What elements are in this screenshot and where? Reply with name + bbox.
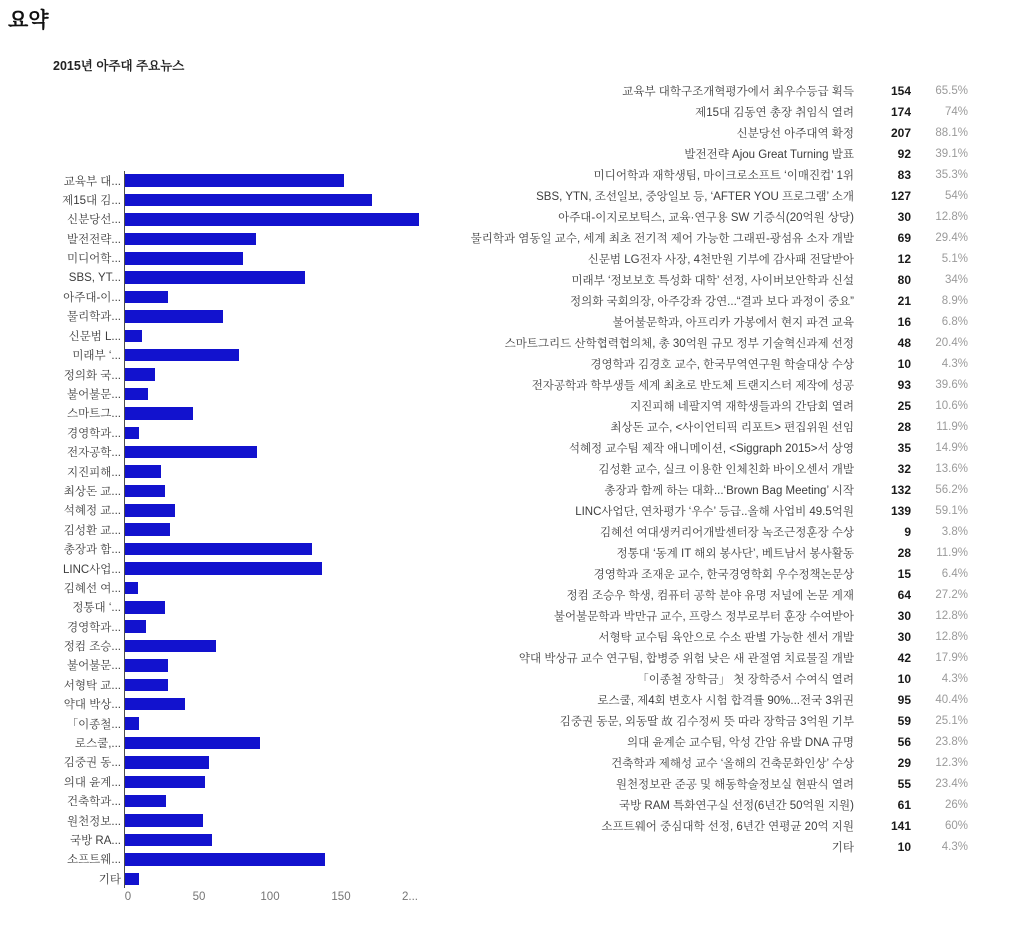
bar[interactable] xyxy=(125,698,185,711)
news-title: 아주대-이지로보틱스, 교육·연구용 SW 기증식(20억원 상당) xyxy=(558,211,854,224)
y-axis-label: 신문범 L... xyxy=(68,330,121,343)
news-title: SBS, YTN, 조선일보, 중앙일보 등, ‘AFTER YOU 프로그램’ 소개 xyxy=(536,190,854,203)
news-percent: 39.6% xyxy=(935,378,968,391)
bar[interactable] xyxy=(125,194,372,207)
bar[interactable] xyxy=(125,717,139,730)
news-count: 10 xyxy=(897,356,911,371)
list-item xyxy=(370,521,968,542)
news-count: 132 xyxy=(890,482,911,497)
news-title: 신분당선 아주대역 확정 xyxy=(736,127,854,140)
bar[interactable] xyxy=(125,640,216,653)
news-percent: 34% xyxy=(944,273,968,286)
news-percent: 23.4% xyxy=(935,777,968,790)
bar[interactable] xyxy=(125,582,138,595)
bar[interactable] xyxy=(125,427,139,440)
bar[interactable] xyxy=(125,388,148,401)
news-title: LINC사업단, 연차평가 ‘우수’ 등급..올해 사업비 49.5억원 xyxy=(575,505,854,518)
news-count: 69 xyxy=(897,230,911,245)
news-count: 174 xyxy=(890,104,911,119)
list-item xyxy=(370,689,968,710)
list-item xyxy=(370,563,968,584)
y-axis-label: 국방 RA... xyxy=(70,834,121,847)
y-axis-label: 제15대 김... xyxy=(62,195,121,208)
bar[interactable] xyxy=(125,485,165,498)
y-axis-label: 경영학과... xyxy=(66,427,121,440)
news-percent: 88.1% xyxy=(935,126,968,139)
list-item xyxy=(370,143,968,164)
news-count: 95 xyxy=(897,692,911,707)
bar[interactable] xyxy=(125,504,175,517)
bar[interactable] xyxy=(125,310,223,323)
news-count: 64 xyxy=(897,587,911,602)
news-count: 207 xyxy=(890,125,911,140)
bar[interactable] xyxy=(125,523,170,536)
y-axis-label: 김중권 동... xyxy=(63,757,121,770)
y-axis-label: 물리학과... xyxy=(66,311,121,324)
news-percent: 29.4% xyxy=(935,231,968,244)
news-count: 154 xyxy=(890,83,911,98)
list-item xyxy=(370,794,968,815)
news-title: 김혜선 여대생커리어개발센터장 녹조근정훈장 수상 xyxy=(600,526,854,539)
news-percent: 59.1% xyxy=(935,504,968,517)
news-title: 스마트그리드 산학협력협의체, 총 30억원 규모 정부 기술혁신과제 선정 xyxy=(504,337,854,350)
y-axis-label: 의대 윤계... xyxy=(63,776,121,789)
bar[interactable] xyxy=(125,853,325,866)
news-count: 92 xyxy=(897,146,911,161)
news-percent: 8.9% xyxy=(941,294,968,307)
y-axis-label: 김혜선 여... xyxy=(63,582,121,595)
news-title: 약대 박상규 교수 연구팀, 합병증 위험 낮은 새 관절염 치료물질 개발 xyxy=(518,652,854,665)
news-count: 42 xyxy=(897,650,911,665)
list-item xyxy=(370,731,968,752)
news-count: 32 xyxy=(897,461,911,476)
news-count: 10 xyxy=(897,839,911,854)
news-percent: 14.9% xyxy=(935,441,968,454)
news-percent: 20.4% xyxy=(935,336,968,349)
news-percent: 60% xyxy=(944,819,968,832)
news-percent: 65.5% xyxy=(935,84,968,97)
news-percent: 5.1% xyxy=(941,252,968,265)
list-item xyxy=(370,164,968,185)
news-title: 발전전략 Ajou Great Turning 발표 xyxy=(684,148,854,161)
news-title: 최상돈 교수, <사이언티픽 리포트> 편집위원 선임 xyxy=(610,421,854,434)
list-item xyxy=(370,500,968,521)
news-title: 총장과 함께 하는 대화...‘Brown Bag Meeting’ 시작 xyxy=(604,484,854,497)
y-axis-label: 신분당선... xyxy=(66,214,121,227)
news-title: 제15대 김동연 총장 취임식 열려 xyxy=(695,106,854,119)
news-percent: 17.9% xyxy=(935,651,968,664)
list-item xyxy=(370,815,968,836)
list-item xyxy=(370,269,968,290)
news-title: 건축학과 제해성 교수 ‘올해의 건축문화인상’ 수상 xyxy=(611,757,854,770)
list-item xyxy=(370,437,968,458)
list-item xyxy=(370,332,968,353)
y-axis-label: 김성환 교... xyxy=(63,524,121,537)
news-percent: 54% xyxy=(944,189,968,202)
bar[interactable] xyxy=(125,620,146,633)
list-item xyxy=(370,122,968,143)
list-item xyxy=(370,311,968,332)
news-count: 30 xyxy=(897,608,911,623)
y-axis-label: 소프트웨... xyxy=(66,854,121,867)
x-tick-label: 150 xyxy=(331,891,351,903)
y-axis-label: 미래부 ‘... xyxy=(72,350,121,363)
chart-title: 2015년 아주대 주요뉴스 xyxy=(53,59,185,73)
news-count: 127 xyxy=(890,188,911,203)
list-item xyxy=(370,479,968,500)
news-title: 정컴 조승우 학생, 컴퓨터 공학 분야 유명 저널에 논문 게재 xyxy=(566,589,854,602)
news-title: 원천정보관 준공 및 해동학술정보실 현판식 열려 xyxy=(615,778,854,791)
news-percent: 12.8% xyxy=(935,609,968,622)
news-count: 141 xyxy=(890,818,911,833)
list-item xyxy=(370,773,968,794)
news-count: 48 xyxy=(897,335,911,350)
news-count: 16 xyxy=(897,314,911,329)
news-percent: 12.3% xyxy=(935,756,968,769)
news-title: 김중권 동문, 외동딸 故 김수정씨 뜻 따라 장학금 3억원 기부 xyxy=(559,715,854,728)
bar[interactable] xyxy=(125,601,165,614)
news-title: 정통대 ‘동계 IT 해외 봉사단’, 베트남서 봉사활동 xyxy=(616,547,854,560)
list-item xyxy=(370,458,968,479)
news-title: 「이종철 장학금」 첫 장학증서 수여식 열려 xyxy=(637,673,854,686)
page-title: 요약 xyxy=(8,9,49,32)
news-percent: 12.8% xyxy=(935,630,968,643)
news-percent: 25.1% xyxy=(935,714,968,727)
y-axis-label: 불어불문... xyxy=(66,388,121,401)
bar[interactable] xyxy=(125,368,155,381)
list-item xyxy=(370,668,968,689)
news-title: 불어불문학과 박만규 교수, 프랑스 정부로부터 훈장 수여받아 xyxy=(553,610,854,623)
news-count: 80 xyxy=(897,272,911,287)
news-count: 29 xyxy=(897,755,911,770)
news-title: 김성환 교수, 실크 이용한 인체친화 바이오센서 개발 xyxy=(598,463,854,476)
list-item xyxy=(370,647,968,668)
news-title: 국방 RAM 특화연구실 선정(6년간 50억원 지원) xyxy=(618,799,854,812)
bar[interactable] xyxy=(125,543,312,556)
bar[interactable] xyxy=(125,446,257,459)
bar[interactable] xyxy=(125,174,344,187)
news-title: 기타 xyxy=(831,841,854,854)
bar-track xyxy=(124,869,445,888)
news-count: 93 xyxy=(897,377,911,392)
bar[interactable] xyxy=(125,659,168,672)
news-percent: 6.8% xyxy=(941,315,968,328)
y-axis-label: 불어불문... xyxy=(66,660,121,673)
list-item xyxy=(370,395,968,416)
news-count: 56 xyxy=(897,734,911,749)
y-axis-label: SBS, YT... xyxy=(68,271,121,284)
y-axis-label: 정컴 조승... xyxy=(63,641,121,654)
bar[interactable] xyxy=(125,349,239,362)
news-percent: 27.2% xyxy=(935,588,968,601)
news-title: 신문범 LG전자 사장, 4천만원 기부에 감사패 전달받아 xyxy=(587,253,854,266)
news-count: 28 xyxy=(897,545,911,560)
news-title: 미래부 ‘정보보호 특성화 대학’ 선정, 사이버보안학과 신설 xyxy=(571,274,854,287)
news-title: 경영학과 조재운 교수, 한국경영학회 우수정책논문상 xyxy=(593,568,854,581)
y-axis-label: 정통대 ‘... xyxy=(72,602,121,615)
news-title: 교육부 대학구조개혁평가에서 최우수등급 획득 xyxy=(622,85,854,98)
bar[interactable] xyxy=(125,737,260,750)
news-list xyxy=(370,80,968,857)
list-item xyxy=(370,185,968,206)
news-percent: 23.8% xyxy=(935,735,968,748)
x-tick-label: 100 xyxy=(260,891,280,903)
bar[interactable] xyxy=(125,795,166,808)
news-count: 15 xyxy=(897,566,911,581)
news-percent: 35.3% xyxy=(935,168,968,181)
news-percent: 13.6% xyxy=(935,462,968,475)
news-percent: 4.3% xyxy=(941,357,968,370)
y-axis-label: LINC사업... xyxy=(62,563,121,576)
news-percent: 74% xyxy=(944,105,968,118)
bar[interactable] xyxy=(125,756,209,769)
y-axis-label: 최상돈 교... xyxy=(63,485,121,498)
list-item xyxy=(370,374,968,395)
bar[interactable] xyxy=(125,814,203,827)
x-axis xyxy=(0,891,445,909)
news-percent: 56.2% xyxy=(935,483,968,496)
news-count: 30 xyxy=(897,629,911,644)
bar[interactable] xyxy=(125,271,305,284)
news-title: 소프트웨어 중심대학 선정, 6년간 연평균 20억 지원 xyxy=(601,820,854,833)
y-axis-label: 건축학과... xyxy=(66,796,121,809)
y-axis-label: 총장과 함... xyxy=(63,544,121,557)
news-percent: 39.1% xyxy=(935,147,968,160)
x-tick-label: 2... xyxy=(402,891,418,903)
list-item xyxy=(370,290,968,311)
bar[interactable] xyxy=(125,407,193,420)
y-axis-label: 기타 xyxy=(98,873,121,886)
news-title: 석혜정 교수팀 제작 애니메이션, <Siggraph 2015>서 상영 xyxy=(568,442,854,455)
list-item xyxy=(370,710,968,731)
list-item xyxy=(370,752,968,773)
x-tick-label: 50 xyxy=(192,891,206,903)
bar[interactable] xyxy=(125,330,142,343)
list-item xyxy=(370,248,968,269)
news-count: 35 xyxy=(897,440,911,455)
news-title: 불어불문학과, 아프리카 가봉에서 현지 파견 교육 xyxy=(612,316,854,329)
bar[interactable] xyxy=(125,233,256,246)
news-count: 28 xyxy=(897,419,911,434)
news-percent: 11.9% xyxy=(936,546,968,559)
list-item xyxy=(370,605,968,626)
news-percent: 12.8% xyxy=(935,210,968,223)
y-axis-label: 발전전략... xyxy=(66,233,121,246)
bar[interactable] xyxy=(125,834,212,847)
y-axis-label: 지진피해... xyxy=(66,466,121,479)
news-count: 55 xyxy=(897,776,911,791)
news-count: 59 xyxy=(897,713,911,728)
y-axis-label: 로스쿨,... xyxy=(74,738,121,751)
list-item xyxy=(370,101,968,122)
news-percent: 11.9% xyxy=(936,420,968,433)
news-title: 경영학과 김경호 교수, 한국무역연구원 학술대상 수상 xyxy=(590,358,854,371)
news-title: 정의화 국회의장, 아주강좌 강연...“결과 보다 과정이 중요” xyxy=(569,295,854,308)
news-title: 서형탁 교수팀 육안으로 수소 판별 가능한 센서 개발 xyxy=(598,631,854,644)
news-count: 25 xyxy=(897,398,911,413)
y-axis-label: 「이종철... xyxy=(66,718,121,731)
news-count: 21 xyxy=(897,293,911,308)
y-axis-label: 미디어학... xyxy=(66,253,121,266)
news-percent: 3.8% xyxy=(941,525,968,538)
news-title: 로스쿨, 제4회 변호사 시험 합격률 90%...전국 3위권 xyxy=(597,694,854,707)
news-count: 83 xyxy=(897,167,911,182)
news-title: 전자공학과 학부생들 세계 최초로 반도체 트랜지스터 제작에 성공 xyxy=(531,379,854,392)
bar[interactable] xyxy=(125,252,243,265)
y-axis-label: 정의화 국... xyxy=(63,369,121,382)
news-percent: 40.4% xyxy=(935,693,968,706)
list-item xyxy=(370,227,968,248)
list-item xyxy=(370,416,968,437)
y-axis-label: 스마트그... xyxy=(66,408,121,421)
bar[interactable] xyxy=(125,679,168,692)
y-axis-label: 석혜정 교... xyxy=(63,505,121,518)
news-count: 10 xyxy=(897,671,911,686)
news-count: 139 xyxy=(890,503,911,518)
y-axis-label: 경영학과... xyxy=(66,621,121,634)
list-item xyxy=(370,626,968,647)
x-tick-label: 0 xyxy=(124,891,132,903)
bar[interactable] xyxy=(125,465,161,478)
list-item xyxy=(370,353,968,374)
chart-row xyxy=(0,869,445,888)
bar[interactable] xyxy=(125,776,205,789)
news-percent: 4.3% xyxy=(941,840,968,853)
bar[interactable] xyxy=(125,291,168,304)
news-count: 9 xyxy=(904,524,911,539)
bar[interactable] xyxy=(125,562,322,575)
news-count: 12 xyxy=(897,251,911,266)
news-count: 30 xyxy=(897,209,911,224)
list-item xyxy=(370,206,968,227)
news-percent: 6.4% xyxy=(941,567,968,580)
y-axis-label: 아주대-이... xyxy=(63,292,121,305)
y-axis-label: 약대 박상... xyxy=(63,699,121,712)
news-percent: 4.3% xyxy=(941,672,968,685)
y-axis-label: 서형탁 교... xyxy=(63,679,121,692)
news-percent: 26% xyxy=(944,798,968,811)
list-item xyxy=(370,80,968,101)
news-percent: 10.6% xyxy=(935,399,968,412)
list-item xyxy=(370,836,968,857)
y-axis-label: 원천정보... xyxy=(66,815,121,828)
news-title: 의대 윤계순 교수팀, 악성 간암 유발 DNA 규명 xyxy=(627,736,854,749)
news-title: 미디어학과 재학생팀, 마이크로소프트 ‘이매진컵’ 1위 xyxy=(593,169,854,182)
list-item xyxy=(370,542,968,563)
list-item xyxy=(370,584,968,605)
y-axis-label: 교육부 대... xyxy=(63,175,121,188)
news-title: 물리학과 염동일 교수, 세계 최초 전기적 제어 가능한 그래핀-광섬유 소자 개발 xyxy=(470,232,854,245)
news-title: 지진피해 네팔지역 재학생들과의 간담회 열려 xyxy=(630,400,854,413)
bar[interactable] xyxy=(125,873,139,886)
y-axis-label: 전자공학... xyxy=(66,447,121,460)
news-count: 61 xyxy=(897,797,911,812)
